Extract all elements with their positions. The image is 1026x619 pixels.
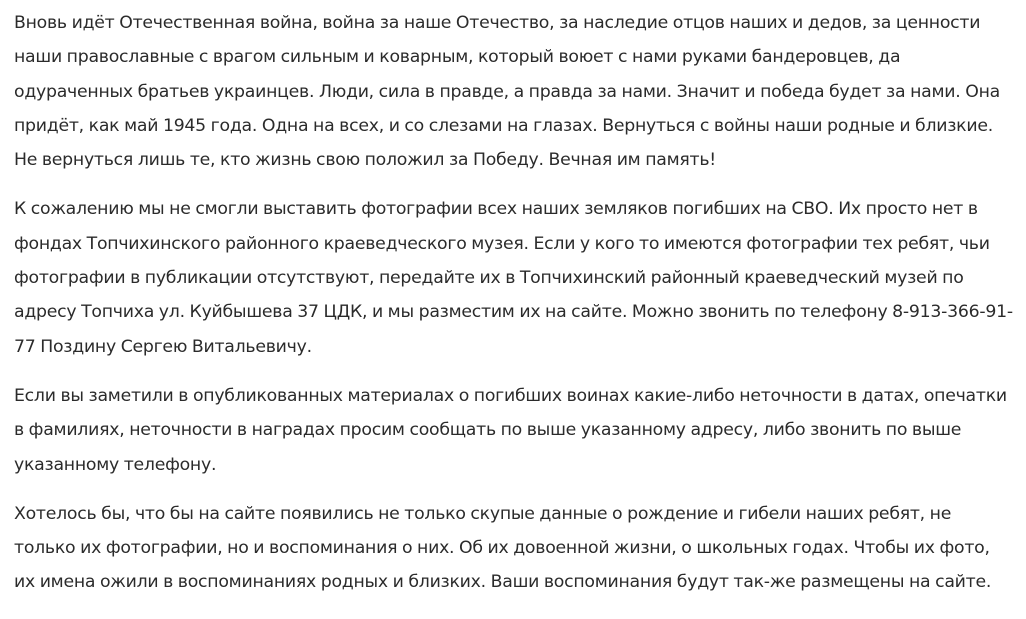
paragraph-war-appeal: Вновь идёт Отечественная война, война за наше Отечество, за наследие отцов наших и дедов, за ценности наши православные с врагом сильным и коварным, который воюет с нами руками бандеровцев, да одураченных братьев украинцев. Люди, сила в правде, а правда за нами. Значит и победа будет за нами. Она придёт, как май 1945 года. Одна на всех, и со слезами на глазах. Вернуться с войны наши родные и близкие. Не вернуться лишь те, кто жизнь свою положил за Победу. Вечная им память! — [14, 13, 1000, 171]
paragraph-memories-request: Хотелось бы, что бы на сайте появились не только скупые данные о рождение и гибели наших ребят, не только их фотографии, но и воспоминания о них. Об их довоенной жизни, о школьных годах. Чтобы их фото, их имена ожили в воспоминаниях родных и близких. Ваши воспоминания будут так-же размещены на сайте. — [14, 503, 992, 593]
paragraph-photo-request: К сожалению мы не смогли выставить фотографии всех наших земляков погибших на СВО. Их просто нет в фондах Топчихинского районного краеведческого музея. Если у кого то имеются фотографии тех ребят, чьи фотографии в публикации отсутствуют, передайте их в Топчихинский районный краеведческий музей по адресу Топчиха ул. Куйбышева 37 ЦДК, и мы разместим их на сайте. Можно звонить по телефону 8-913-366-91-77 Поздину Сергею Витальевичу. — [14, 199, 1013, 357]
paragraph-error-report: Если вы заметили в опубликованных материалах о погибших воинах какие-либо неточности в датах, опечатки в фамилиях, неточности в наградах просим сообщать по выше указанному адресу, либо звонить по выше указанному телефону. — [14, 385, 1007, 475]
article-body — [14, 6, 1014, 600]
